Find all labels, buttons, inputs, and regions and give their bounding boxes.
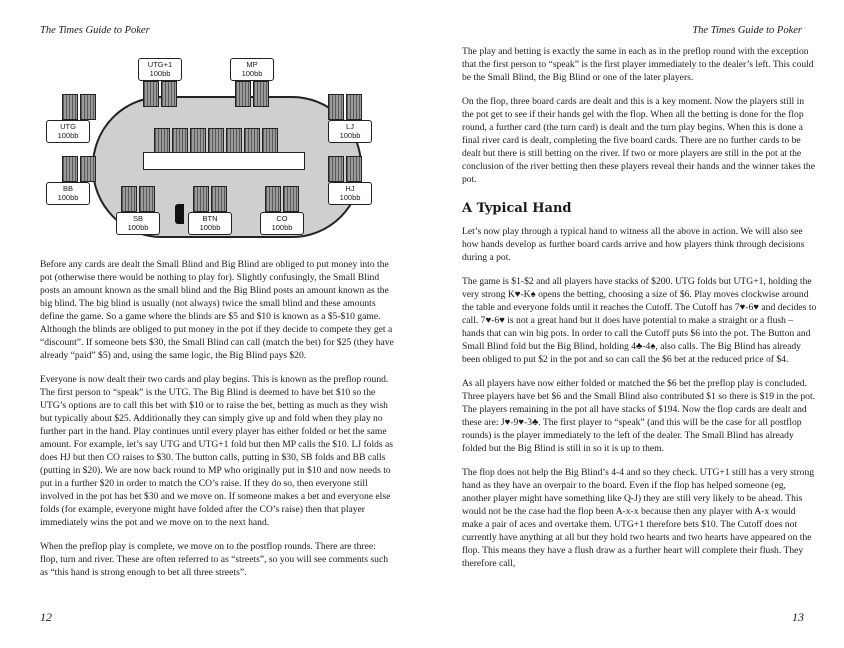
hole-card (328, 94, 344, 120)
hole-card (62, 94, 78, 120)
paragraph: Before any cards are dealt the Small Blind and Big Blind are obliged to put money into the pot (otherwise there would be nothing to play for). Slightly confusingly, the Small Blind posts an amount known as the small blind and the Big Blind posts an amount known as the big blind. The big blind is usually (not always) twice the small blind and these amounts define the game. So a game where the blinds are $5 and $10 is known as a $5-$10 game. Although the blinds are obliged to put money in the pot if they decide to compete they get a “discount”. If someone bets $30, the Small Blind can call (match the bet) for $25 (they have already “paid” $5) and, using the same logic, the Big Blind pays $20. (40, 259, 394, 361)
seat-plate (260, 212, 304, 235)
hole-card (211, 186, 227, 212)
seat-name: BTN (202, 214, 218, 223)
section-heading: A Typical Hand (462, 201, 572, 216)
seat-lj (328, 94, 372, 143)
hole-card (80, 94, 96, 120)
seat-stack: 100bb (339, 192, 361, 202)
seat-stack: 100bb (271, 222, 293, 232)
hole-card (161, 81, 177, 107)
seat-stack: 100bb (57, 130, 79, 140)
paragraph: When the preflop play is complete, we move on to the postflop rounds. There are three: flop, turn and river. These are often referred to as “streets”, so you will see comments such as “this hand is strong enough to bet all three streets”. (40, 541, 389, 578)
hole-card (253, 81, 269, 107)
seat-hj (328, 156, 372, 205)
hole-card (283, 186, 299, 212)
seat-name: LJ (346, 122, 354, 131)
board-card (262, 128, 278, 154)
seat-sb (116, 186, 160, 235)
left-body-text (40, 258, 394, 590)
seat-name: CO (276, 214, 288, 223)
board-card (190, 128, 206, 154)
seat-stack: 100bb (57, 192, 79, 202)
right-page (422, 0, 844, 648)
hole-card (121, 186, 137, 212)
hole-card (143, 81, 159, 107)
seat-bb (46, 156, 96, 205)
board-card (172, 128, 188, 154)
board-card (226, 128, 242, 154)
paragraph: The game is $1-$2 and all players have stacks of $200. UTG folds but UTG+1, holding the very strong K♥-K♠ opens the betting, choosing a size of $6. Play moves clockwise around the table and everyone folds until it reaches the Cutoff. The Cutoff has 7♥-6♥ and decides to call. 7♥-6♥ is not a great hand but it does have potential to make a straight or a flush – hands that can win big pots. In order to call the Cutoff puts $6 into the pot. The Button and Small Blind fold but the Big Blind, holding 4♣-4♠, also calls. The Big Blind has already been obliged to put $2 in the pot and so can call the $6 bet at the reduced price of $4. (462, 276, 817, 365)
hole-card (346, 94, 362, 120)
seat-stack: 100bb (149, 68, 171, 78)
seat-stack: 100bb (127, 222, 149, 232)
right-body-text (462, 45, 817, 581)
hole-card (80, 156, 96, 182)
seat-utg (46, 94, 96, 143)
seat-plate (230, 58, 274, 81)
paragraph: As all players have now either folded or matched the $6 bet the preflop play is concluded. Three players have bet $6 and the Small Blind also contributed $1 so there is $19 in the pot. The players remaining in the pot all have stacks of $194. Now the flop cards are dealt and these are: J♥-9♥-3♣. The first player to “speak” (and this will be the case for all postflop rounds) is the player immediately to the left of the dealer. The Small Blind has already folded but the Big Blind is still in so it is up to them. (462, 378, 816, 454)
hole-card (62, 156, 78, 182)
hole-card (235, 81, 251, 107)
page-number: 12 (40, 610, 52, 624)
seat-plate (116, 212, 160, 235)
poker-table-diagram (40, 58, 400, 244)
seat-name: UTG (60, 122, 76, 131)
seat-utg1 (138, 58, 182, 107)
seat-stack: 100bb (241, 68, 263, 78)
seat-name: MP (246, 60, 258, 69)
paragraph: The flop does not help the Big Blind’s 4-4 and so they check. UTG+1 still has a very strong hand as they have an overpair to the board. Even if the flop has helped someone (eg, another player might have something like Q-J) they are still very likely to be ahead. This would not be the case had the flop been A-x-x because then any player with A-x would make a pair of aces and overtake them. UTG+1 therefore bets $10. The Cutoff does not currently have anything at all but they hold two hearts and two hearts have appeared on the flop. This means they have a flush draw as a further heart will complete their flush. They therefore call, (462, 467, 815, 569)
seat-btn (188, 186, 232, 235)
dealer-button (175, 204, 184, 224)
seat-name: HJ (345, 184, 355, 193)
hole-card (346, 156, 362, 182)
seat-stack: 100bb (199, 222, 221, 232)
seat-plate (138, 58, 182, 81)
paragraph: The play and betting is exactly the same in each as in the preflop round with the exception that the first person to “speak” is the first player immediately to the dealer’s left. This could be the Small Blind, the Big Blind or one of the later players. (462, 46, 814, 83)
seat-plate (46, 182, 90, 205)
seat-plate (328, 120, 372, 143)
board-cards (154, 128, 278, 154)
pot-box (143, 152, 305, 170)
seat-co (260, 186, 304, 235)
hole-card (193, 186, 209, 212)
paragraph: Let’s now play through a typical hand to witness all the above in action. We will also see how hands develop as further board cards arrive and how players think through decisions during a pot. (462, 226, 805, 263)
board-card (208, 128, 224, 154)
paragraph: On the flop, three board cards are dealt and this is a key moment. Now the players still in the pot get to see if their hands gel with the flop. When all the betting is done for the flop round, a further card (the turn card) is dealt and the turn play begins. When this is done a final river card is dealt, completing the five board cards. There are no further cards to be dealt but there is still betting on the river. If two or more players are still in the pot at the conclusion of the river betting then these players reveal their hands and the winner takes the pot. (462, 96, 815, 185)
running-head: The Times Guide to Poker (692, 25, 802, 36)
page-number: 13 (792, 610, 804, 624)
seat-plate (328, 182, 372, 205)
seat-stack: 100bb (339, 130, 361, 140)
seat-name: SB (132, 214, 143, 223)
board-card (244, 128, 260, 154)
seat-plate (188, 212, 232, 235)
paragraph: Everyone is now dealt their two cards and play begins. This is known as the preflop round. The first person to “speak” is the UTG. The Big Blind is deemed to have bet $10 so the UTG’s options are to call this bet with $10 or to raise the bet, betting as much as they wish but typically about $25. Additionally they can simply give up and fold when they play no further part in the hand. Play continues until every player has either folded or bet the same amount. For example, let’s say UTG and UTG+1 fold but then MP calls the $10. LJ folds as does HJ but then CO raises to $30. The button calls, putting in $30, SB folds and BB calls (putting in $20). We are now back round to MP who originally put in $10 and now needs to put in a further $20 in order to match the CO’s raise. If they do so, then everyone still involved in the pot has bet $30 and we move on. If someone makes a bet and everyone else folds (for example, everyone might have folded after the CO’s raise) then that player immediately wins the pot and we move on to the next hand. (40, 374, 394, 528)
hole-card (139, 186, 155, 212)
seat-plate (46, 120, 90, 143)
seat-name: BB (62, 184, 73, 193)
hole-card (328, 156, 344, 182)
hole-card (265, 186, 281, 212)
board-card (154, 128, 170, 154)
seat-mp (230, 58, 274, 107)
seat-name: UTG+1 (147, 60, 173, 69)
running-head: The Times Guide to Poker (40, 25, 150, 36)
